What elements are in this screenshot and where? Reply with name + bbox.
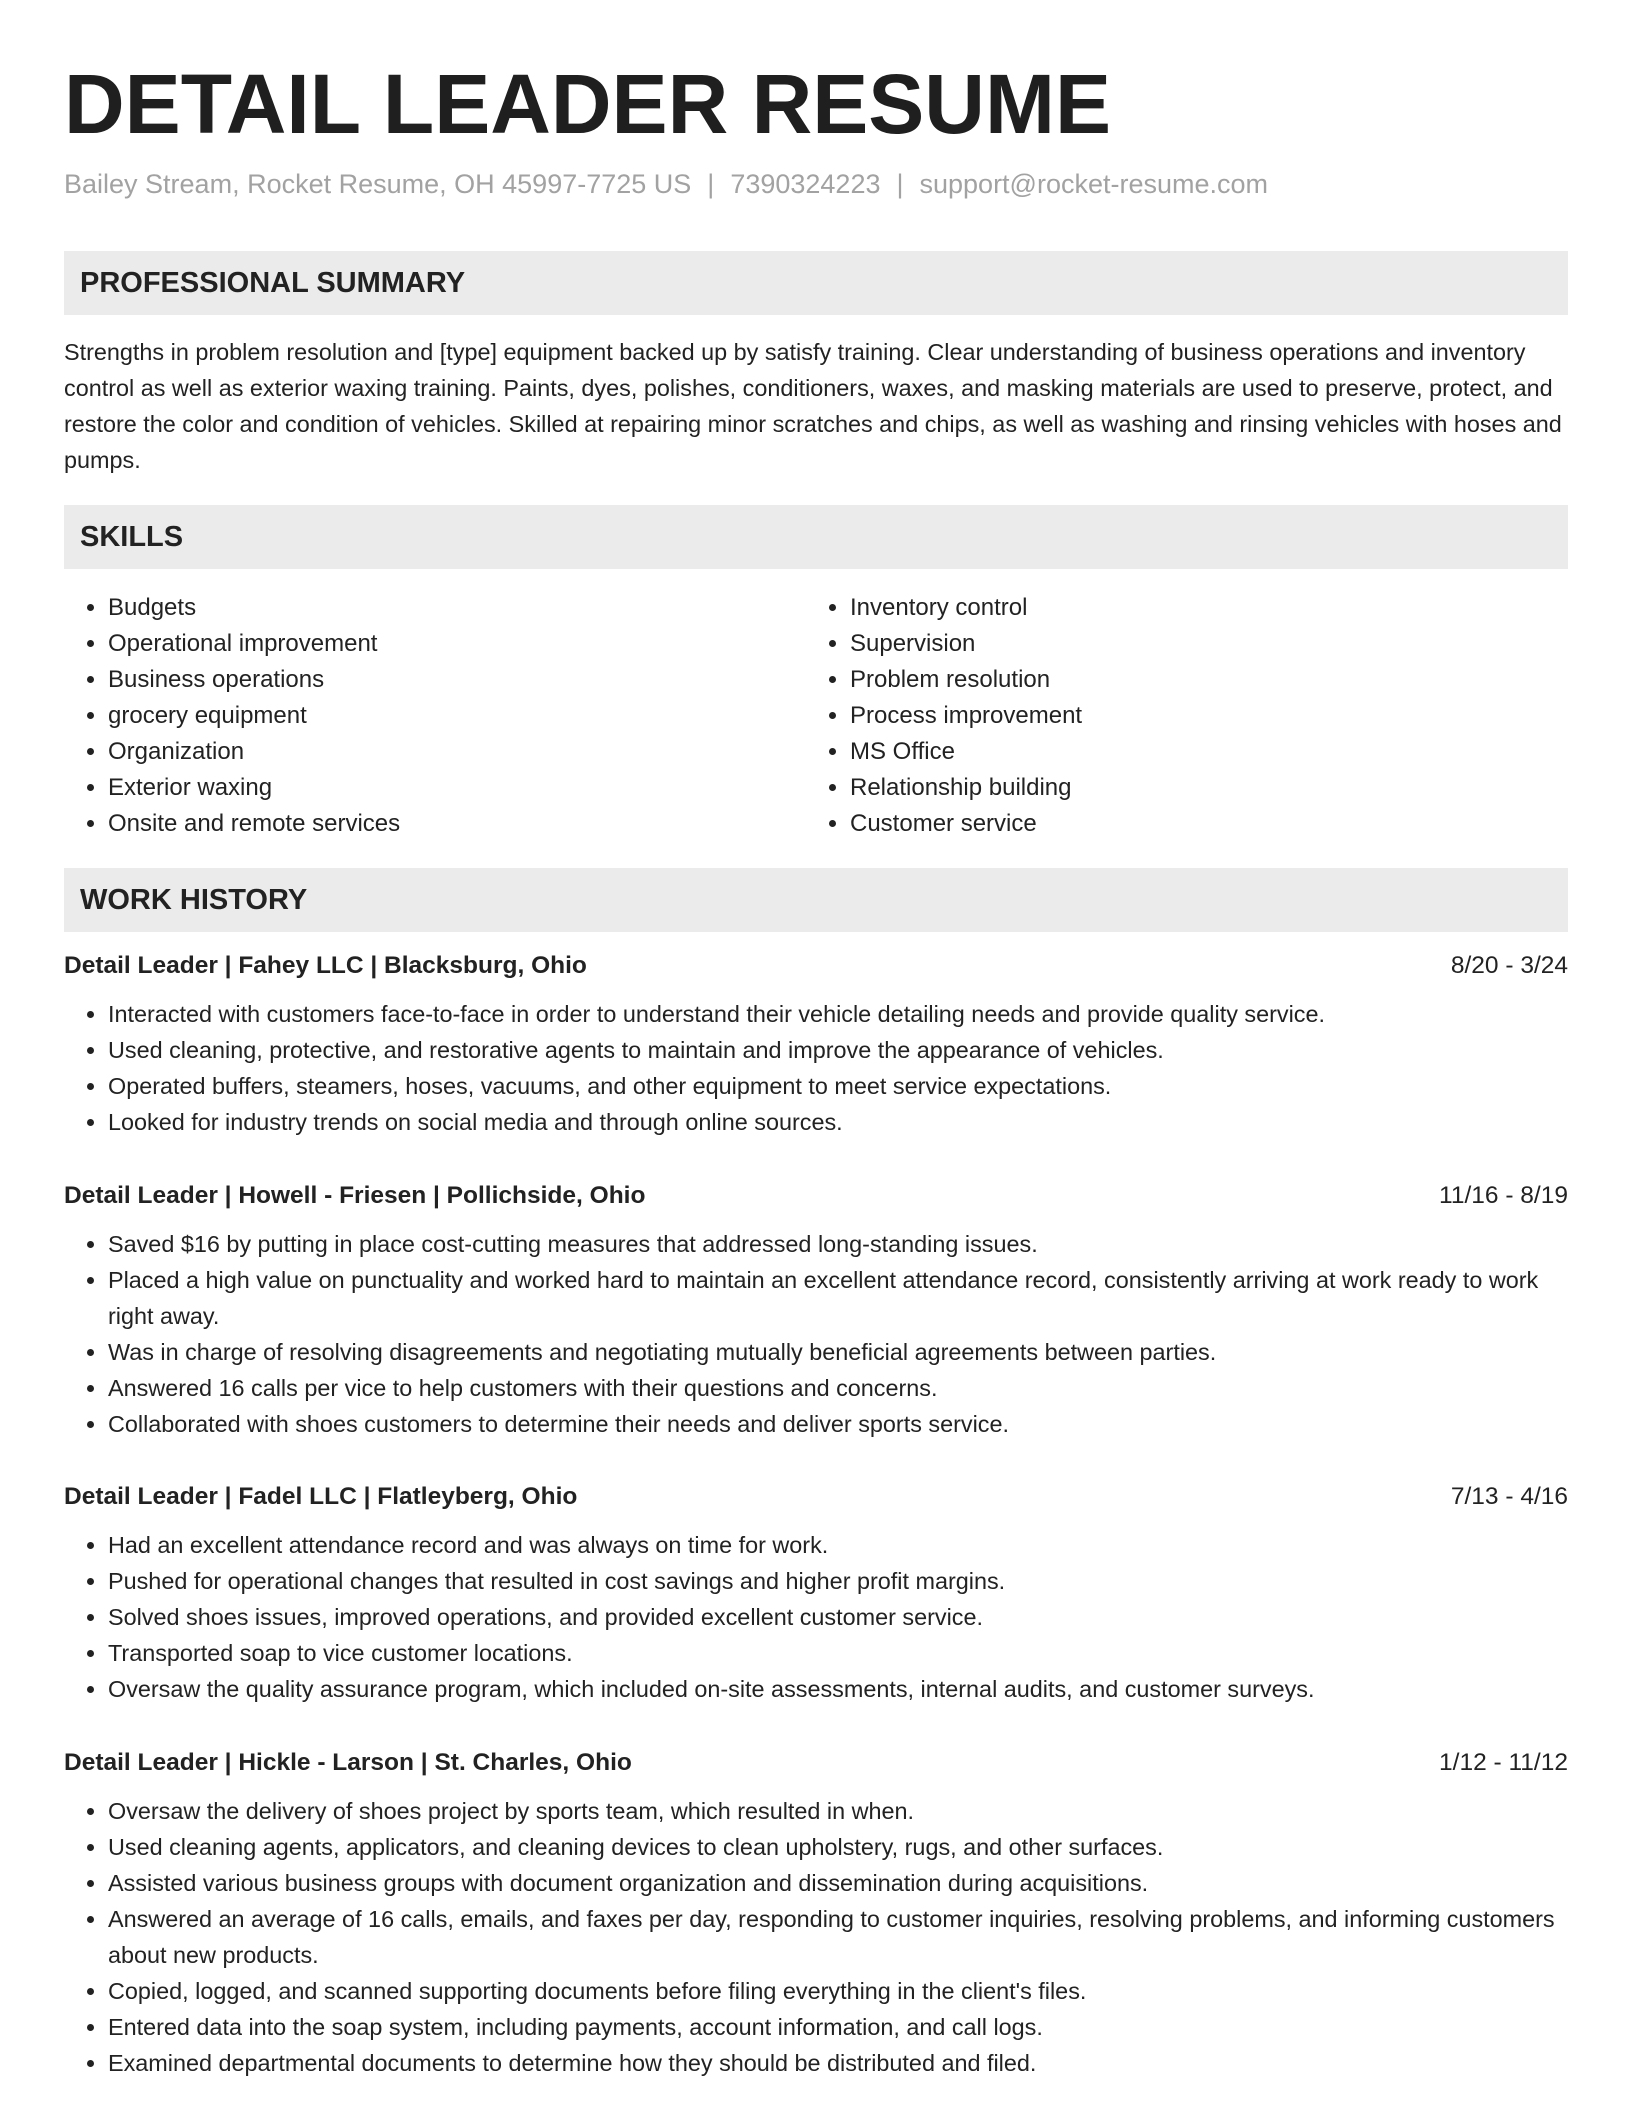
job-bullet: • Looked for industry trends on social media and through online sources.	[108, 1104, 1568, 1140]
job-bullet: • Solved shoes issues, improved operations, and provided excellent customer service.	[108, 1599, 1568, 1635]
job-bullets	[64, 1793, 1568, 2081]
job-bullet: • Collaborated with shoes customers to determine their needs and deliver sports service.	[108, 1406, 1568, 1442]
contact-separator: |	[707, 169, 715, 199]
job-header	[64, 946, 1568, 986]
job-bullet: • Examined departmental documents to determine how they should be distributed and filed.	[108, 2045, 1568, 2081]
job-title: Detail Leader | Fahey LLC | Blacksburg, Ohio	[64, 952, 587, 979]
job-bullet: • Pushed for operational changes that resulted in cost savings and higher profit margins.	[108, 1563, 1568, 1599]
job-bullet: • Placed a high value on punctuality and worked hard to maintain an excellent attendance record, consistently arriving at work ready to work right away.	[108, 1262, 1568, 1334]
skill-item: • Customer service	[850, 806, 1548, 842]
job-entry	[64, 946, 1568, 1140]
job-bullets	[64, 1527, 1568, 1707]
job-title: Detail Leader | Howell - Friesen | Pollichside, Ohio	[64, 1182, 646, 1209]
skill-item: • Supervision	[850, 626, 1548, 662]
skill-item: • Relationship building	[850, 770, 1548, 806]
skill-item: • Business operations	[108, 662, 806, 698]
job-bullet: • Had an excellent attendance record and was always on time for work.	[108, 1527, 1568, 1563]
job-bullet: • Oversaw the delivery of shoes project by sports team, which resulted in when.	[108, 1793, 1568, 1829]
job-bullet: • Used cleaning agents, applicators, and cleaning devices to clean upholstery, rugs, and other surfaces.	[108, 1829, 1568, 1865]
contact-line	[64, 166, 1268, 202]
job-bullet: • Transported soap to vice customer locations.	[108, 1635, 1568, 1671]
job-entry	[64, 1176, 1568, 1442]
skill-item: • Budgets	[108, 590, 806, 626]
job-bullet: • Interacted with customers face-to-face in order to understand their vehicle detailing needs and provide quality service.	[108, 996, 1568, 1032]
skill-item: • Process improvement	[850, 698, 1548, 734]
job-bullet: • Oversaw the quality assurance program, which included on-site assessments, internal audits, and customer surveys.	[108, 1671, 1568, 1707]
skill-item: • Organization	[108, 734, 806, 770]
contact-phone: 7390324223	[730, 169, 881, 199]
skill-item: • Operational improvement	[108, 626, 806, 662]
job-bullet: • Answered 16 calls per vice to help customers with their questions and concerns.	[108, 1370, 1568, 1406]
contact-address: Bailey Stream, Rocket Resume, OH 45997-7725 US	[64, 169, 692, 199]
skill-item: • Exterior waxing	[108, 770, 806, 806]
job-bullet: • Entered data into the soap system, including payments, account information, and call logs.	[108, 2009, 1568, 2045]
job-bullet: • Operated buffers, steamers, hoses, vacuums, and other equipment to meet service expectations.	[108, 1068, 1568, 1104]
skills-list	[64, 590, 1568, 842]
skill-item: • MS Office	[850, 734, 1548, 770]
job-bullet: • Assisted various business groups with document organization and dissemination during acquisitions.	[108, 1865, 1568, 1901]
job-header	[64, 1477, 1568, 1517]
skills-column-left	[64, 590, 806, 842]
summary-text: Strengths in problem resolution and [type] equipment backed up by satisfy training. Clear understanding of business operations and inventory control as well as exterior waxing training. Paints, dyes, polishes, conditioners, waxes, and masking materials are used to preserve, protect, and restore the color and condition of vehicles. Skilled at repairing minor scratches and chips, as well as washing and rinsing vehicles with hoses and pumps.	[64, 339, 1562, 473]
job-entry	[64, 1477, 1568, 1707]
skill-item: • Onsite and remote services	[108, 806, 806, 842]
skills-column-right	[806, 590, 1548, 842]
job-dates: 8/20 - 3/24	[1450, 952, 1568, 979]
resume-title: DETAIL LEADER RESUME	[64, 57, 1111, 151]
skill-item: • grocery equipment	[108, 698, 806, 734]
job-bullet: • Answered an average of 16 calls, emails, and faxes per day, responding to customer inquiries, resolving problems, and informing customers about new products.	[108, 1901, 1568, 1973]
summary-heading: PROFESSIONAL SUMMARY	[64, 251, 1568, 315]
contact-email: support@rocket-resume.com	[919, 169, 1269, 199]
job-header	[64, 1176, 1568, 1216]
job-entry	[64, 1743, 1568, 2081]
skill-item: • Problem resolution	[850, 662, 1548, 698]
skills-heading: SKILLS	[64, 505, 1568, 569]
job-dates: 11/16 - 8/19	[1439, 1182, 1568, 1209]
job-header	[64, 1743, 1568, 1783]
job-bullets	[64, 996, 1568, 1140]
contact-separator: |	[896, 169, 904, 199]
work-history-heading: WORK HISTORY	[64, 868, 1568, 932]
job-dates: 1/12 - 11/12	[1439, 1749, 1568, 1776]
job-bullet: • Used cleaning, protective, and restorative agents to maintain and improve the appearance of vehicles.	[108, 1032, 1568, 1068]
job-bullet: • Saved $16 by putting in place cost-cutting measures that addressed long-standing issues.	[108, 1226, 1568, 1262]
job-dates: 7/13 - 4/16	[1450, 1483, 1568, 1510]
job-bullet: • Was in charge of resolving disagreements and negotiating mutually beneficial agreements between parties.	[108, 1334, 1568, 1370]
job-title: Detail Leader | Fadel LLC | Flatleyberg, Ohio	[64, 1483, 578, 1510]
job-bullets	[64, 1226, 1568, 1442]
skill-item: • Inventory control	[850, 590, 1548, 626]
job-title: Detail Leader | Hickle - Larson | St. Charles, Ohio	[64, 1749, 632, 1776]
job-bullet: • Copied, logged, and scanned supporting documents before filing everything in the client's files.	[108, 1973, 1568, 2009]
